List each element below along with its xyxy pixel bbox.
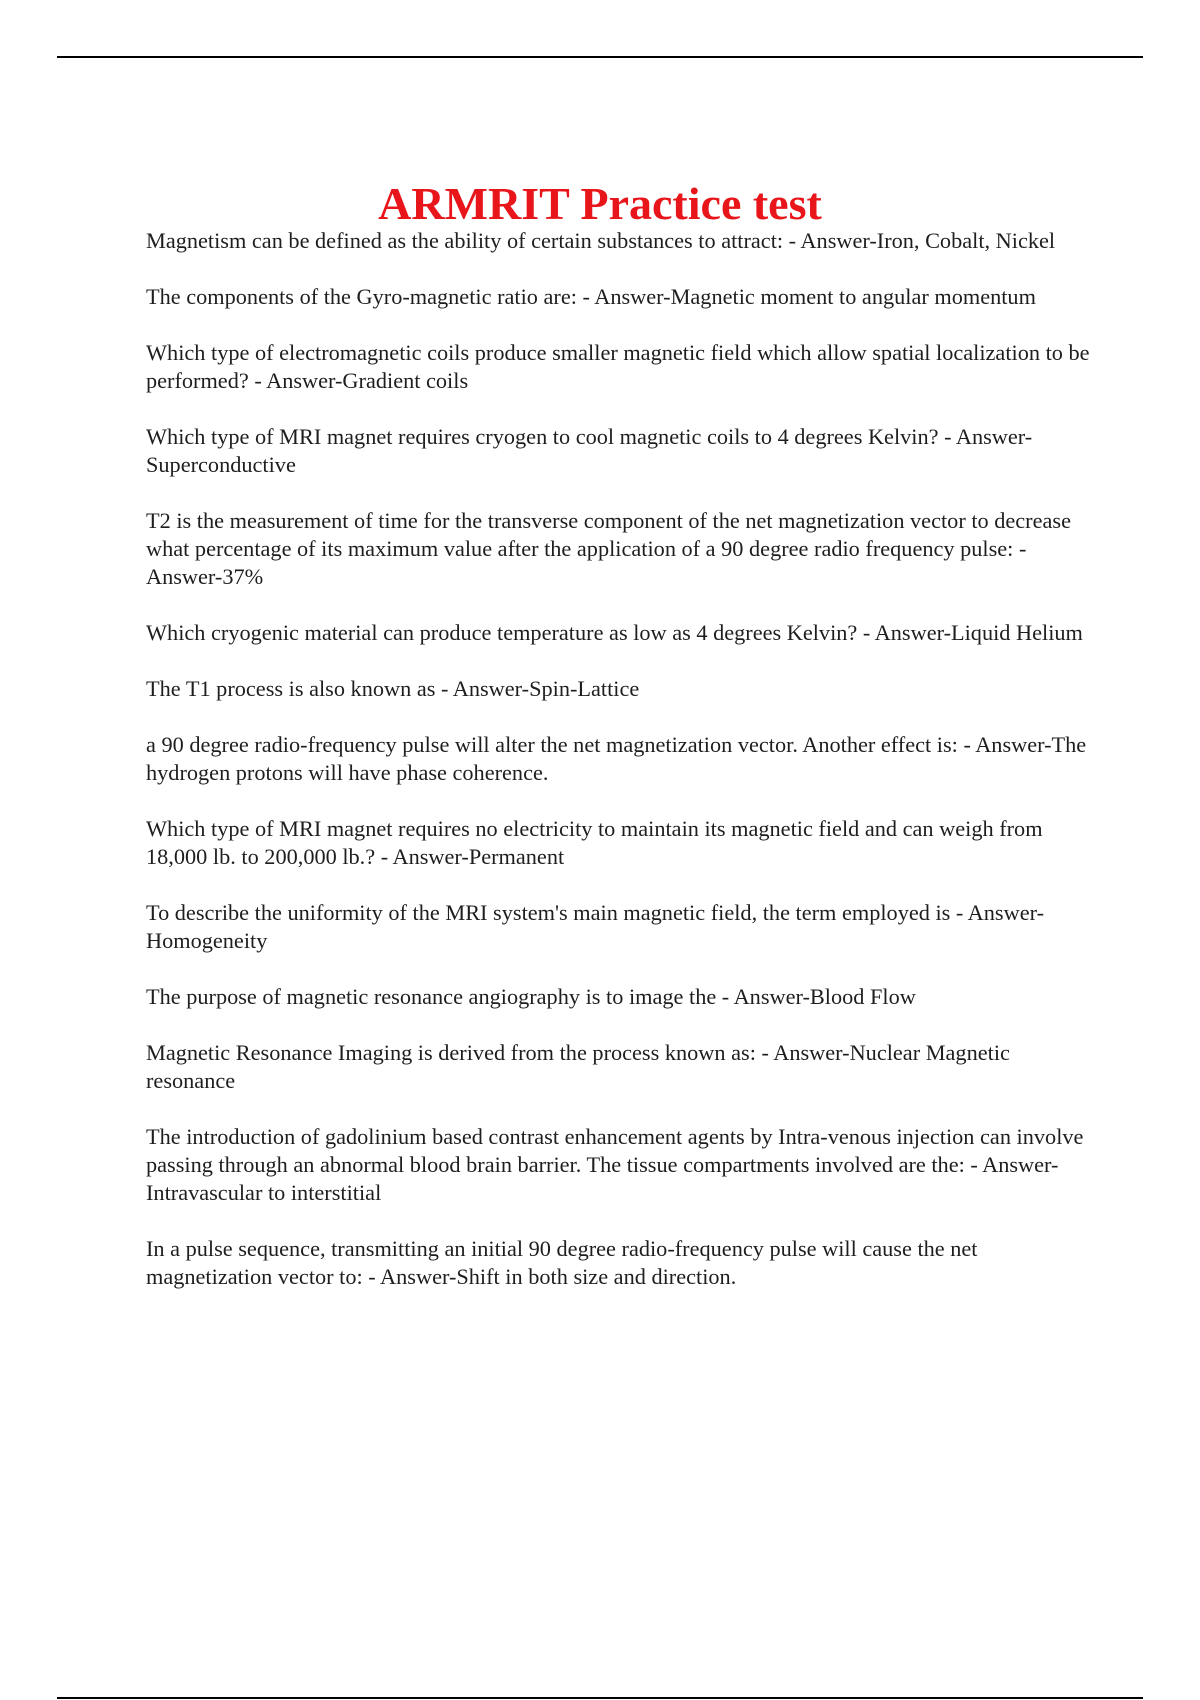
qa-item: The T1 process is also known as - Answer-Spin-Lattice (146, 676, 640, 701)
question-answer-list (146, 227, 1096, 1319)
page-title: ARMRIT Practice test (378, 177, 822, 229)
qa-item: a 90 degree radio-frequency pulse will alter the net magnetization vector. Another effect is: - Answer-The hydrogen protons will have phase coherence. (146, 732, 1087, 785)
bottom-divider (57, 1697, 1143, 1699)
qa-item: In a pulse sequence, transmitting an initial 90 degree radio-frequency pulse will cause the net magnetization vector to: - Answer-Shift in both size and direction. (146, 1236, 978, 1289)
qa-item: The purpose of magnetic resonance angiography is to image the - Answer-Blood Flow (146, 984, 916, 1009)
qa-item: Magnetism can be defined as the ability of certain substances to attract: - Answer-Iron, Cobalt, Nickel (146, 228, 1056, 253)
qa-item: The introduction of gadolinium based contrast enhancement agents by Intra-venous injection can involve passing through an abnormal blood brain barrier. The tissue compartments involved are the: - Answer-Intravascular to interstitial (146, 1124, 1084, 1205)
qa-item: Which type of electromagnetic coils produce smaller magnetic field which allow spatial localization to be performed? - Answer-Gradient coils (146, 340, 1090, 393)
qa-item: The components of the Gyro-magnetic ratio are: - Answer-Magnetic moment to angular momentum (146, 284, 1036, 309)
qa-item: T2 is the measurement of time for the transverse component of the net magnetization vector to decrease what percentage of its maximum value after the application of a 90 degree radio frequency pulse: - Answer-37% (146, 508, 1071, 589)
qa-item: To describe the uniformity of the MRI system's main magnetic field, the term employed is - Answer-Homogeneity (146, 900, 1045, 953)
top-divider (57, 56, 1143, 58)
qa-item: Which type of MRI magnet requires no electricity to maintain its magnetic field and can weigh from 18,000 lb. to 200,000 lb.? - Answer-Permanent (146, 816, 1043, 869)
qa-item: Which cryogenic material can produce temperature as low as 4 degrees Kelvin? - Answer-Liquid Helium (146, 620, 1083, 645)
qa-item: Which type of MRI magnet requires cryogen to cool magnetic coils to 4 degrees Kelvin? - Answer-Superconductive (146, 424, 1033, 477)
qa-item: Magnetic Resonance Imaging is derived from the process known as: - Answer-Nuclear Magnetic resonance (146, 1040, 1010, 1093)
